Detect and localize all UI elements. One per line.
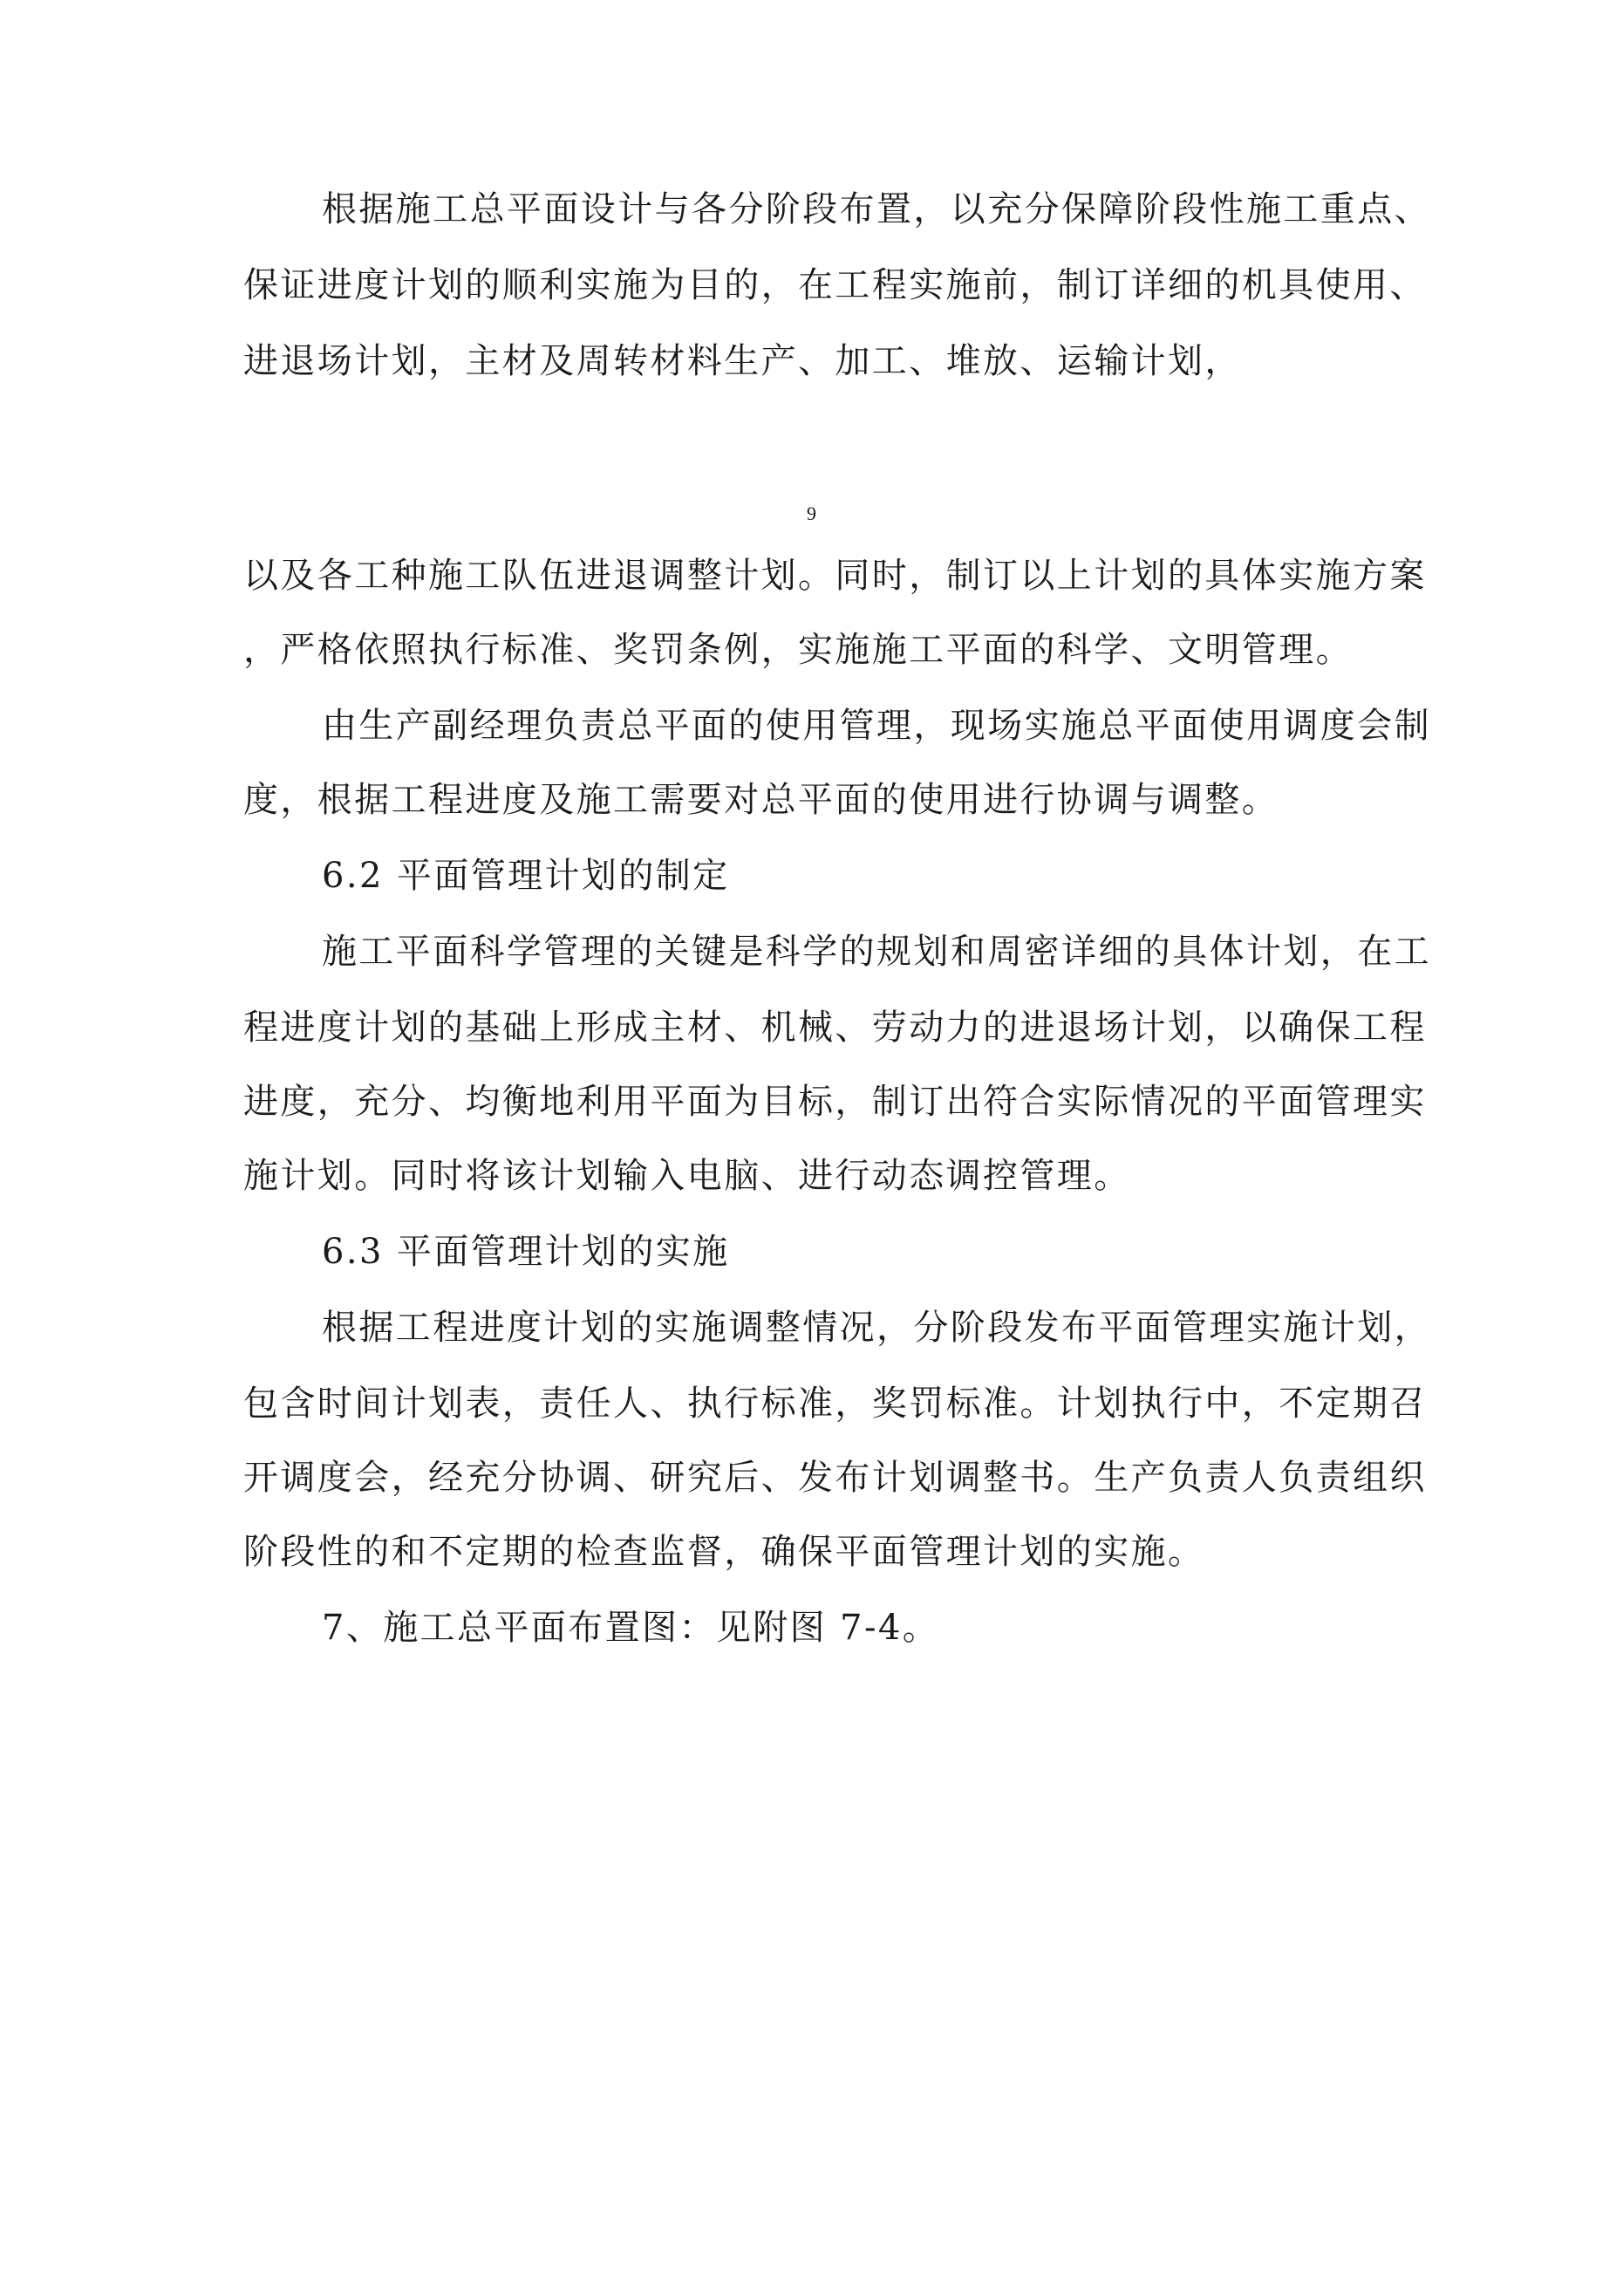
section-7-line: 7、施工总平面布置图：见附图 7-4。 bbox=[322, 1608, 940, 1648]
section-6-2-paragraph-line-4: 施计划。同时将该计划输入电脑、进行动态调控管理。 bbox=[243, 1156, 1131, 1196]
section-6-3-paragraph-line-1: 根据工程进度计划的实施调整情况，分阶段发布平面管理实施计划， bbox=[322, 1308, 1431, 1348]
section-6-3-heading: 6.3 平面管理计划的实施 bbox=[322, 1232, 730, 1272]
section-6-2-heading: 6.2 平面管理计划的制定 bbox=[322, 856, 730, 896]
page-number: 9 bbox=[807, 502, 816, 524]
first-paragraph-line-2: 保证进度计划的顺利实施为目的，在工程实施前，制订详细的机具使用、 bbox=[243, 265, 1427, 305]
section-6-3-paragraph-line-2: 包含时间计划表，责任人、执行标准，奖罚标准。计划执行中，不定期召 bbox=[243, 1384, 1427, 1424]
first-paragraph-line-3: 进退场计划，主材及周转材料生产、加工、堆放、运输计划， bbox=[243, 341, 1242, 381]
section-6-2-paragraph-line-2: 程进度计划的基础上形成主材、机械、劳动力的进退场计划，以确保工程 bbox=[243, 1008, 1427, 1048]
management-paragraph-line-2: 度，根据工程进度及施工需要对总平面的使用进行协调与调整。 bbox=[243, 780, 1279, 820]
management-paragraph-line-1: 由生产副经理负责总平面的使用管理，现场实施总平面使用调度会制 bbox=[322, 706, 1431, 746]
first-paragraph-line-1: 根据施工总平面设计与各分阶段布置，以充分保障阶段性施工重点、 bbox=[322, 189, 1431, 229]
section-6-2-paragraph-line-1: 施工平面科学管理的关键是科学的规划和周密详细的具体计划，在工 bbox=[322, 932, 1431, 972]
continued-paragraph-line-2: ，严格依照执行标准、奖罚条例，实施施工平面的科学、文明管理。 bbox=[243, 630, 1353, 670]
continued-paragraph-line-1: 以及各工种施工队伍进退调整计划。同时，制订以上计划的具体实施方案 bbox=[243, 556, 1427, 596]
section-6-3-paragraph-line-4: 阶段性的和不定期的检查监督，确保平面管理计划的实施。 bbox=[243, 1532, 1205, 1572]
section-6-3-paragraph-line-3: 开调度会，经充分协调、研究后、发布计划调整书。生产负责人负责组织 bbox=[243, 1458, 1427, 1498]
section-6-2-paragraph-line-3: 进度，充分、均衡地利用平面为目标，制订出符合实际情况的平面管理实 bbox=[243, 1082, 1427, 1122]
